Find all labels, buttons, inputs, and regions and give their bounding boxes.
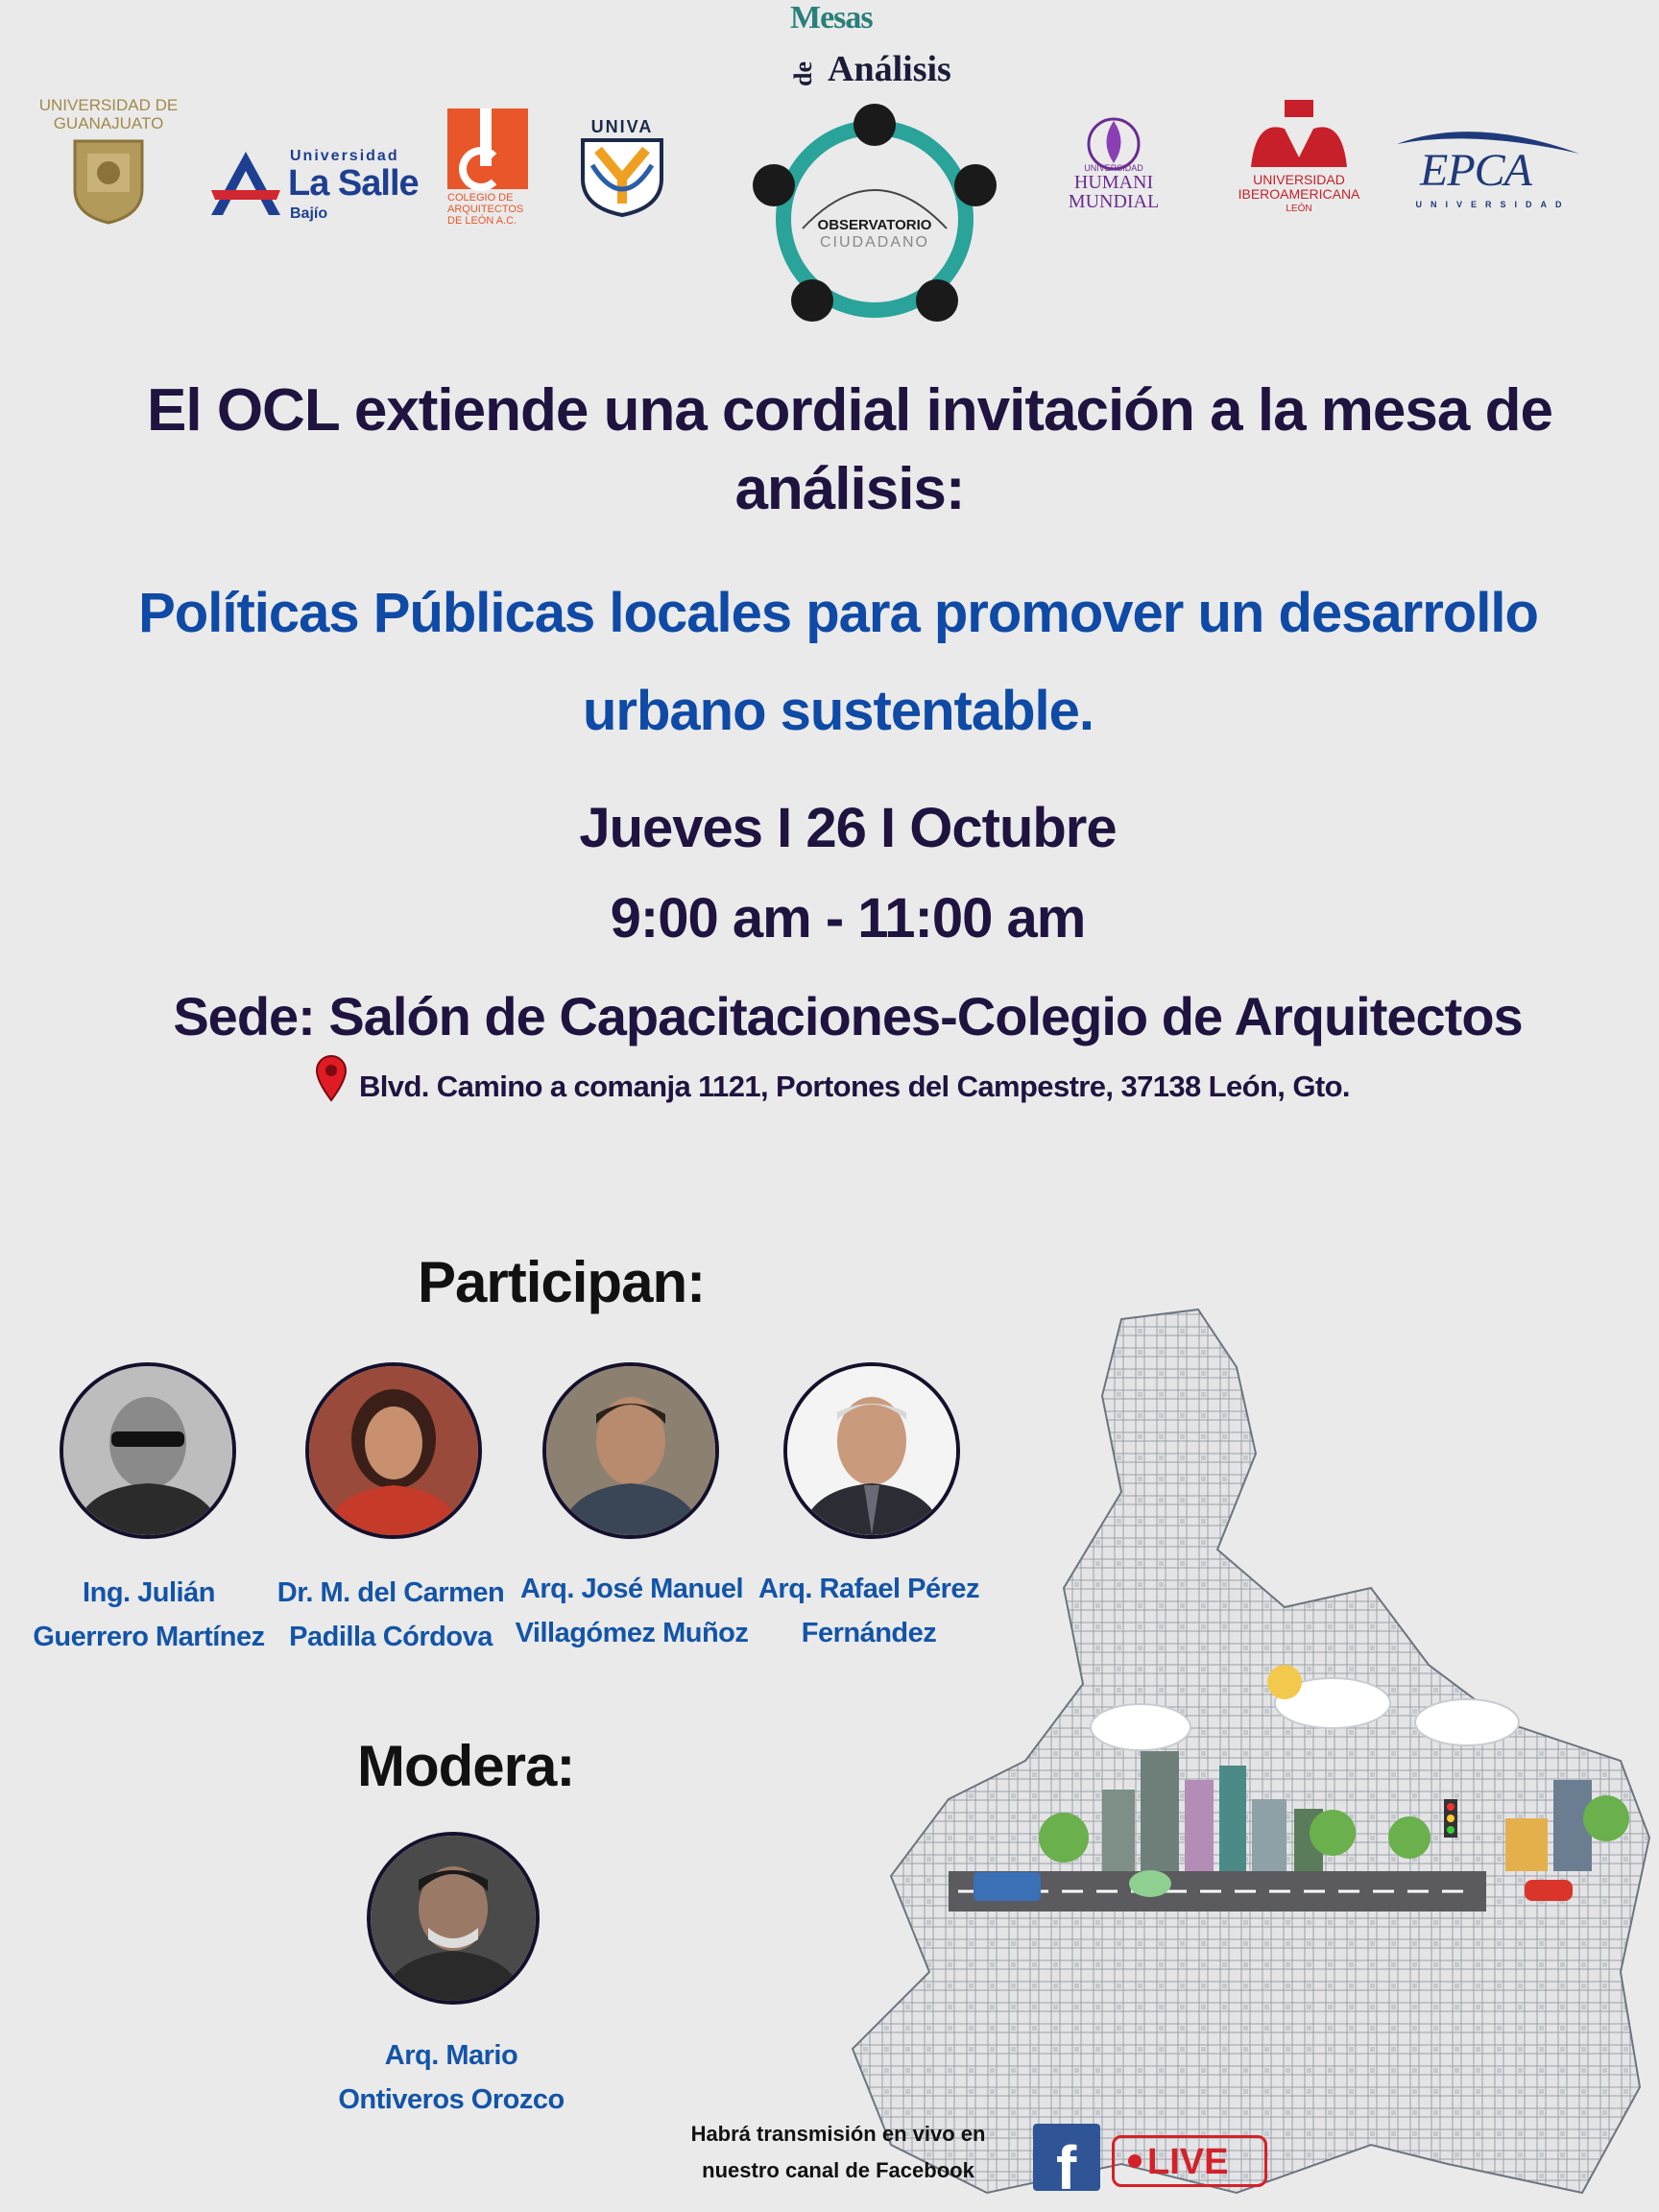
participant-photo-3 bbox=[542, 1362, 719, 1539]
participant-name-3 bbox=[502, 1567, 761, 1655]
participant-name-4 bbox=[739, 1567, 998, 1655]
guanajuato-logo bbox=[27, 96, 190, 230]
univa-shield-icon bbox=[579, 136, 665, 217]
participant-photo-1 bbox=[60, 1362, 236, 1539]
topic-line2: urbano sustentable. bbox=[582, 680, 1094, 742]
humani-logo bbox=[1056, 113, 1171, 219]
moderator-name bbox=[322, 2033, 581, 2122]
person-silhouette-icon bbox=[371, 1836, 536, 2001]
ibero-logo bbox=[1227, 100, 1371, 219]
ibero-crest-icon bbox=[1246, 100, 1352, 169]
ibero-logo-text: UNIVERSIDAD IBEROAMERICANA bbox=[1238, 172, 1360, 202]
ibero-sub-text: LEÓN bbox=[1286, 204, 1312, 214]
lasalle-logo bbox=[209, 146, 421, 232]
observatorio-ring-icon bbox=[745, 104, 1004, 325]
participant-name-3-line1: Arq. José Manuel bbox=[519, 1574, 744, 1604]
participant-photo-4 bbox=[783, 1362, 960, 1539]
mesas-analisis: Análisis bbox=[828, 49, 951, 89]
person-silhouette-icon bbox=[63, 1366, 232, 1535]
lasalle-top-text: Universidad bbox=[290, 148, 399, 164]
participant-name-2-line1: Dr. M. del Carmen bbox=[276, 1577, 505, 1608]
participant-name-4-line1: Arq. Rafael Pérez bbox=[757, 1574, 980, 1604]
lasalle-emblem-icon bbox=[209, 150, 282, 217]
participants-heading: Participan: bbox=[418, 1250, 706, 1314]
moderator-name-line1: Arq. Mario bbox=[384, 2040, 518, 2071]
arquitectos-logo-text: COLEGIO DE ARQUITECTOS DE LEÓN A.C. bbox=[447, 192, 524, 227]
topic-line1: Políticas Públicas locales para promover un desarrollo bbox=[138, 582, 1538, 644]
location-pin-icon bbox=[315, 1054, 348, 1102]
mesas-de: de bbox=[789, 61, 817, 86]
participant-name-1 bbox=[19, 1571, 278, 1659]
event-date: Jueves I 26 I Octubre bbox=[579, 797, 1117, 859]
moderator-name-line2: Ontiveros Orozco bbox=[338, 2084, 565, 2115]
participant-name-4-line2: Fernández bbox=[801, 1618, 937, 1648]
guanajuato-logo-text: UNIVERSIDAD DE GUANAJUATO bbox=[38, 96, 179, 132]
invitation-line1: El OCL extiende una cordial invitación a la mesa de bbox=[147, 377, 1552, 444]
participant-name-2 bbox=[261, 1571, 520, 1659]
participant-photo-2 bbox=[305, 1362, 482, 1539]
moderator-heading: Modera: bbox=[357, 1734, 575, 1798]
epca-main-text: EPCA bbox=[1420, 145, 1531, 196]
humani-top-text: UNIVERSIDAD bbox=[1084, 163, 1143, 173]
guanajuato-seal-icon bbox=[70, 136, 147, 225]
participant-name-3-line2: Villagómez Muñoz bbox=[515, 1618, 749, 1648]
lasalle-main-text: La Salle bbox=[288, 163, 419, 204]
observatorio-emblem bbox=[745, 104, 1004, 325]
univa-logo bbox=[576, 117, 668, 225]
participant-name-1-line2: Guerrero Martínez bbox=[33, 1622, 265, 1652]
arquitectos-square-icon bbox=[447, 108, 528, 189]
live-dot-icon bbox=[1128, 2154, 1142, 2168]
humani-main-text: HUMANI MUNDIAL bbox=[1068, 172, 1160, 212]
observatorio-text: OBSERVATORIO bbox=[817, 217, 932, 233]
person-silhouette-icon bbox=[787, 1366, 956, 1535]
lasalle-sub-text: Bajío bbox=[290, 205, 328, 222]
stream-note-line1: Habrá transmisión en vivo en bbox=[690, 2122, 986, 2146]
arquitectos-logo bbox=[447, 108, 530, 233]
person-silhouette-icon bbox=[309, 1366, 478, 1535]
univa-logo-text: UNIVA bbox=[590, 117, 654, 136]
stream-note-line2: nuestro canal de Facebook bbox=[702, 2158, 974, 2182]
participant-name-2-line2: Padilla Córdova bbox=[289, 1622, 493, 1652]
event-time: 9:00 am - 11:00 am bbox=[610, 887, 1086, 950]
person-silhouette-icon bbox=[546, 1366, 715, 1535]
epca-logo bbox=[1397, 125, 1579, 213]
live-text: LIVE bbox=[1147, 2142, 1229, 2182]
stream-note bbox=[672, 2116, 1004, 2189]
humani-flame-icon bbox=[1080, 113, 1147, 171]
event-address: Blvd. Camino a comanja 1121, Portones del Campestre, 37138 León, Gto. bbox=[359, 1070, 1350, 1103]
invitation-line2: análisis: bbox=[734, 456, 965, 522]
ciudadano-text: CIUDADANO bbox=[819, 234, 929, 251]
live-badge[interactable] bbox=[1112, 2135, 1267, 2187]
facebook-icon[interactable]: f bbox=[1033, 2124, 1100, 2191]
mesas-title: Mesas bbox=[790, 0, 873, 36]
epca-sub-text: UNIVERSIDAD bbox=[1415, 200, 1571, 209]
event-venue: Sede: Salón de Capacitaciones-Colegio de Arquitectos bbox=[173, 986, 1523, 1046]
participant-name-1-line1: Ing. Julián bbox=[83, 1577, 215, 1608]
moderator-photo bbox=[367, 1832, 540, 2005]
